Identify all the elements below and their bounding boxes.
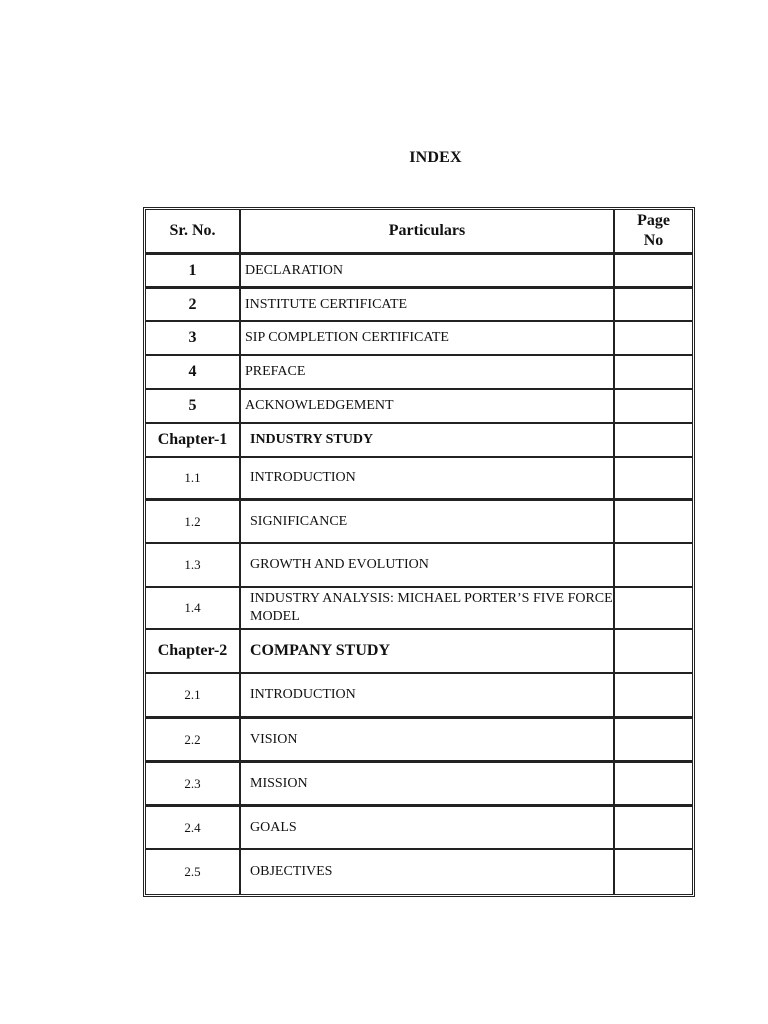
sr-cell: 1.1: [146, 458, 241, 500]
sr-cell: 2.1: [146, 674, 241, 718]
particulars-cell: OBJECTIVES: [241, 850, 615, 894]
particulars-cell: SIGNIFICANCE: [241, 500, 615, 544]
sr-cell: 1.4: [146, 588, 241, 630]
particulars-cell: VISION: [241, 718, 615, 762]
table-row: [146, 674, 692, 718]
page-cell: [615, 630, 692, 674]
header-page-no: [615, 210, 692, 254]
page-cell: [615, 356, 692, 390]
page-cell: [615, 500, 692, 544]
sr-cell: 2.5: [146, 850, 241, 894]
particulars-cell: INTRODUCTION: [241, 458, 615, 500]
chapter-label: Chapter-1: [146, 424, 241, 458]
page-cell: [615, 544, 692, 588]
particulars-cell: INTRODUCTION: [241, 674, 615, 718]
header-sr-no: Sr. No.: [146, 210, 241, 254]
page-cell: [615, 718, 692, 762]
particulars-cell: PREFACE: [241, 356, 615, 390]
particulars-cell: INSTITUTE CERTIFICATE: [241, 288, 615, 322]
chapter-title: COMPANY STUDY: [241, 630, 615, 674]
sr-cell: 4: [146, 356, 241, 390]
sr-cell: 2: [146, 288, 241, 322]
particulars-cell: ACKNOWLEDGEMENT: [241, 390, 615, 424]
table-row: [146, 588, 692, 630]
page-cell: [615, 674, 692, 718]
page-cell: [615, 322, 692, 356]
table-row: [146, 390, 692, 424]
sr-cell: 2.4: [146, 806, 241, 850]
sr-cell: 2.3: [146, 762, 241, 806]
sr-cell: 1: [146, 254, 241, 288]
table-row-chapter: [146, 424, 692, 458]
table-row: [146, 356, 692, 390]
table-row: [146, 718, 692, 762]
page-cell: [615, 458, 692, 500]
header-particulars: Particulars: [241, 210, 615, 254]
table-row: [146, 500, 692, 544]
header-page-no-text: Page No: [637, 212, 670, 249]
page-cell: [615, 390, 692, 424]
table-row: [146, 544, 692, 588]
page-cell: [615, 806, 692, 850]
page-cell: [615, 288, 692, 322]
particulars-cell: MISSION: [241, 762, 615, 806]
particulars-cell: DECLARATION: [241, 254, 615, 288]
sr-cell: 5: [146, 390, 241, 424]
sr-cell: 3: [146, 322, 241, 356]
page-cell: [615, 850, 692, 894]
table-header-row: [146, 210, 692, 254]
table-row-chapter: [146, 630, 692, 674]
page-cell: [615, 424, 692, 458]
chapter-title: INDUSTRY STUDY: [241, 424, 615, 458]
particulars-cell: SIP COMPLETION CERTIFICATE: [241, 322, 615, 356]
page-cell: [615, 588, 692, 630]
sr-cell: 1.3: [146, 544, 241, 588]
particulars-cell: GROWTH AND EVOLUTION: [241, 544, 615, 588]
page-cell: [615, 762, 692, 806]
table-row: [146, 288, 692, 322]
sr-cell: 1.2: [146, 500, 241, 544]
table-row: [146, 762, 692, 806]
table-row: [146, 254, 692, 288]
page-title: INDEX: [409, 149, 462, 166]
chapter-label: Chapter-2: [146, 630, 241, 674]
table-row: [146, 322, 692, 356]
table-row: [146, 458, 692, 500]
sr-cell: 2.2: [146, 718, 241, 762]
page-cell: [615, 254, 692, 288]
index-table: [143, 207, 695, 897]
particulars-cell: INDUSTRY ANALYSIS: MICHAEL PORTER’S FIVE FORCE MODEL: [241, 588, 615, 630]
table-row: [146, 806, 692, 850]
particulars-cell: GOALS: [241, 806, 615, 850]
table-row: [146, 850, 692, 894]
